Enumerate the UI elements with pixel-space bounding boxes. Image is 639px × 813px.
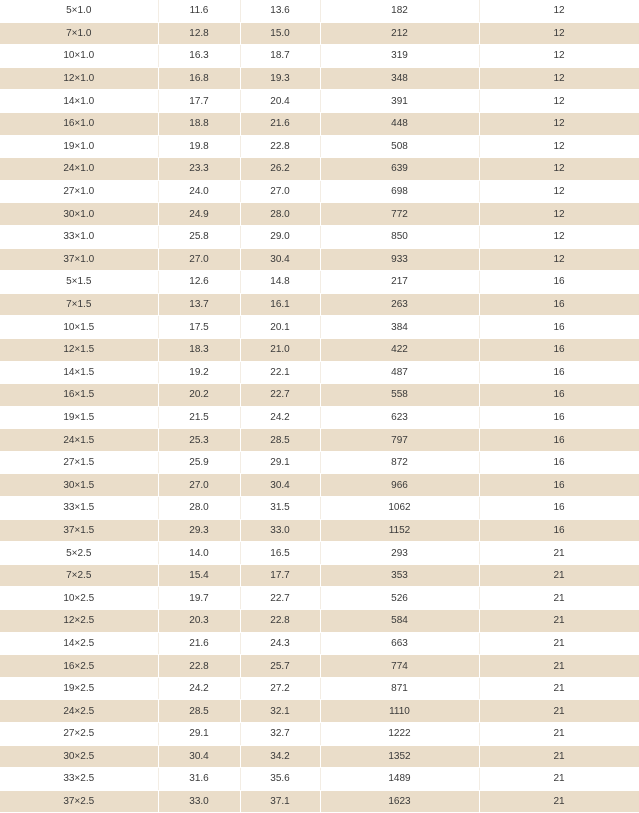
value-cell: 16 [479, 451, 639, 474]
weight-cell: 663 [320, 632, 479, 655]
diameter-max-cell: 19.3 [240, 67, 320, 90]
diameter-max-cell: 32.1 [240, 700, 320, 723]
weight-cell: 217 [320, 271, 479, 294]
diameter-max-cell: 20.4 [240, 90, 320, 113]
weight-cell: 871 [320, 677, 479, 700]
diameter-min-cell: 29.3 [158, 519, 240, 542]
weight-cell: 1110 [320, 700, 479, 723]
cores-size-cell: 14×2.5 [0, 632, 158, 655]
table-row [0, 338, 639, 361]
diameter-min-cell: 25.8 [158, 225, 240, 248]
cores-size-cell: 10×1.5 [0, 316, 158, 339]
diameter-max-cell: 35.6 [240, 768, 320, 791]
weight-cell: 353 [320, 564, 479, 587]
diameter-max-cell: 22.1 [240, 361, 320, 384]
cores-size-cell: 33×1.0 [0, 225, 158, 248]
diameter-min-cell: 17.5 [158, 316, 240, 339]
diameter-max-cell: 21.6 [240, 112, 320, 135]
diameter-max-cell: 26.2 [240, 158, 320, 181]
table-row [0, 700, 639, 723]
diameter-max-cell: 22.8 [240, 610, 320, 633]
cores-size-cell: 37×1.5 [0, 519, 158, 542]
value-cell: 21 [479, 564, 639, 587]
weight-cell: 348 [320, 67, 479, 90]
diameter-max-cell: 28.0 [240, 203, 320, 226]
value-cell: 12 [479, 180, 639, 203]
diameter-min-cell: 28.5 [158, 700, 240, 723]
cores-size-cell: 5×2.5 [0, 542, 158, 565]
value-cell: 16 [479, 361, 639, 384]
value-cell: 21 [479, 723, 639, 746]
diameter-max-cell: 30.4 [240, 248, 320, 271]
weight-cell: 933 [320, 248, 479, 271]
value-cell: 16 [479, 406, 639, 429]
table-row [0, 723, 639, 746]
weight-cell: 1352 [320, 745, 479, 768]
value-cell: 12 [479, 248, 639, 271]
diameter-max-cell: 27.2 [240, 677, 320, 700]
table-row [0, 225, 639, 248]
cores-size-cell: 14×1.0 [0, 90, 158, 113]
diameter-min-cell: 24.0 [158, 180, 240, 203]
diameter-min-cell: 13.7 [158, 293, 240, 316]
weight-cell: 623 [320, 406, 479, 429]
weight-cell: 526 [320, 587, 479, 610]
diameter-min-cell: 21.5 [158, 406, 240, 429]
table-row [0, 451, 639, 474]
table-row [0, 790, 639, 813]
weight-cell: 508 [320, 135, 479, 158]
cores-size-cell: 5×1.0 [0, 0, 158, 22]
value-cell: 21 [479, 768, 639, 791]
weight-cell: 293 [320, 542, 479, 565]
diameter-max-cell: 33.0 [240, 519, 320, 542]
cores-size-cell: 12×1.0 [0, 67, 158, 90]
cores-size-cell: 7×2.5 [0, 564, 158, 587]
value-cell: 21 [479, 610, 639, 633]
diameter-max-cell: 22.7 [240, 587, 320, 610]
diameter-max-cell: 37.1 [240, 790, 320, 813]
value-cell: 16 [479, 316, 639, 339]
cores-size-cell: 27×1.5 [0, 451, 158, 474]
value-cell: 16 [479, 519, 639, 542]
weight-cell: 774 [320, 655, 479, 678]
value-cell: 12 [479, 22, 639, 45]
cores-size-cell: 10×2.5 [0, 587, 158, 610]
diameter-max-cell: 34.2 [240, 745, 320, 768]
value-cell: 21 [479, 542, 639, 565]
weight-cell: 448 [320, 112, 479, 135]
table-row [0, 768, 639, 791]
cores-size-cell: 12×1.5 [0, 338, 158, 361]
diameter-min-cell: 19.2 [158, 361, 240, 384]
diameter-max-cell: 24.2 [240, 406, 320, 429]
diameter-min-cell: 25.9 [158, 451, 240, 474]
cores-size-cell: 27×2.5 [0, 723, 158, 746]
cores-size-cell: 19×2.5 [0, 677, 158, 700]
table-row [0, 587, 639, 610]
weight-cell: 263 [320, 293, 479, 316]
table-row [0, 316, 639, 339]
table-row [0, 745, 639, 768]
cores-size-cell: 19×1.0 [0, 135, 158, 158]
diameter-min-cell: 18.3 [158, 338, 240, 361]
diameter-min-cell: 18.8 [158, 112, 240, 135]
value-cell: 16 [479, 384, 639, 407]
cores-size-cell: 30×1.5 [0, 474, 158, 497]
table-row [0, 519, 639, 542]
value-cell: 12 [479, 158, 639, 181]
cores-size-cell: 19×1.5 [0, 406, 158, 429]
diameter-max-cell: 22.7 [240, 384, 320, 407]
table-row [0, 67, 639, 90]
table-row [0, 90, 639, 113]
cores-size-cell: 14×1.5 [0, 361, 158, 384]
cores-size-cell: 5×1.5 [0, 271, 158, 294]
weight-cell: 1489 [320, 768, 479, 791]
diameter-max-cell: 17.7 [240, 564, 320, 587]
table-row [0, 406, 639, 429]
weight-cell: 384 [320, 316, 479, 339]
table-row [0, 474, 639, 497]
diameter-max-cell: 20.1 [240, 316, 320, 339]
cores-size-cell: 7×1.5 [0, 293, 158, 316]
value-cell: 12 [479, 0, 639, 22]
cores-size-cell: 12×2.5 [0, 610, 158, 633]
table-row [0, 677, 639, 700]
weight-cell: 1062 [320, 497, 479, 520]
weight-cell: 797 [320, 429, 479, 452]
cores-size-cell: 33×2.5 [0, 768, 158, 791]
weight-cell: 584 [320, 610, 479, 633]
diameter-min-cell: 12.6 [158, 271, 240, 294]
table-row [0, 610, 639, 633]
diameter-max-cell: 27.0 [240, 180, 320, 203]
diameter-min-cell: 33.0 [158, 790, 240, 813]
value-cell: 16 [479, 271, 639, 294]
value-cell: 21 [479, 745, 639, 768]
table-row [0, 180, 639, 203]
diameter-max-cell: 29.1 [240, 451, 320, 474]
diameter-min-cell: 20.2 [158, 384, 240, 407]
table-row [0, 293, 639, 316]
weight-cell: 319 [320, 45, 479, 68]
diameter-max-cell: 16.5 [240, 542, 320, 565]
value-cell: 21 [479, 655, 639, 678]
table-row [0, 45, 639, 68]
value-cell: 12 [479, 203, 639, 226]
value-cell: 21 [479, 632, 639, 655]
cores-size-cell: 7×1.0 [0, 22, 158, 45]
weight-cell: 422 [320, 338, 479, 361]
weight-cell: 639 [320, 158, 479, 181]
diameter-max-cell: 22.8 [240, 135, 320, 158]
weight-cell: 850 [320, 225, 479, 248]
diameter-min-cell: 23.3 [158, 158, 240, 181]
diameter-min-cell: 20.3 [158, 610, 240, 633]
weight-cell: 872 [320, 451, 479, 474]
diameter-min-cell: 19.7 [158, 587, 240, 610]
cores-size-cell: 24×1.5 [0, 429, 158, 452]
table-row [0, 632, 639, 655]
value-cell: 16 [479, 474, 639, 497]
weight-cell: 1222 [320, 723, 479, 746]
value-cell: 21 [479, 700, 639, 723]
cores-size-cell: 24×1.0 [0, 158, 158, 181]
table-row [0, 384, 639, 407]
cores-size-cell: 37×1.0 [0, 248, 158, 271]
diameter-min-cell: 27.0 [158, 474, 240, 497]
diameter-min-cell: 24.2 [158, 677, 240, 700]
table-row [0, 203, 639, 226]
value-cell: 21 [479, 587, 639, 610]
table-row [0, 112, 639, 135]
cores-size-cell: 37×2.5 [0, 790, 158, 813]
value-cell: 16 [479, 429, 639, 452]
diameter-min-cell: 31.6 [158, 768, 240, 791]
diameter-max-cell: 32.7 [240, 723, 320, 746]
value-cell: 12 [479, 90, 639, 113]
table-row [0, 248, 639, 271]
diameter-max-cell: 13.6 [240, 0, 320, 22]
weight-cell: 487 [320, 361, 479, 384]
weight-cell: 212 [320, 22, 479, 45]
weight-cell: 698 [320, 180, 479, 203]
diameter-min-cell: 16.3 [158, 45, 240, 68]
cores-size-cell: 33×1.5 [0, 497, 158, 520]
table-row [0, 564, 639, 587]
diameter-max-cell: 24.3 [240, 632, 320, 655]
weight-cell: 772 [320, 203, 479, 226]
value-cell: 21 [479, 677, 639, 700]
table-row [0, 655, 639, 678]
cores-size-cell: 24×2.5 [0, 700, 158, 723]
diameter-max-cell: 14.8 [240, 271, 320, 294]
table-row [0, 429, 639, 452]
table-row [0, 497, 639, 520]
diameter-max-cell: 25.7 [240, 655, 320, 678]
table-row [0, 361, 639, 384]
value-cell: 16 [479, 497, 639, 520]
diameter-min-cell: 14.0 [158, 542, 240, 565]
weight-cell: 182 [320, 0, 479, 22]
diameter-min-cell: 17.7 [158, 90, 240, 113]
diameter-min-cell: 30.4 [158, 745, 240, 768]
value-cell: 16 [479, 338, 639, 361]
diameter-min-cell: 16.8 [158, 67, 240, 90]
table-row [0, 158, 639, 181]
table-row [0, 271, 639, 294]
value-cell: 21 [479, 790, 639, 813]
cores-size-cell: 16×1.5 [0, 384, 158, 407]
table-row [0, 22, 639, 45]
cores-size-cell: 10×1.0 [0, 45, 158, 68]
diameter-min-cell: 19.8 [158, 135, 240, 158]
table-row [0, 0, 639, 22]
value-cell: 12 [479, 225, 639, 248]
diameter-max-cell: 31.5 [240, 497, 320, 520]
weight-cell: 1623 [320, 790, 479, 813]
value-cell: 12 [479, 67, 639, 90]
diameter-max-cell: 21.0 [240, 338, 320, 361]
value-cell: 12 [479, 135, 639, 158]
cores-size-cell: 27×1.0 [0, 180, 158, 203]
value-cell: 12 [479, 112, 639, 135]
diameter-min-cell: 11.6 [158, 0, 240, 22]
diameter-min-cell: 21.6 [158, 632, 240, 655]
diameter-min-cell: 28.0 [158, 497, 240, 520]
diameter-max-cell: 28.5 [240, 429, 320, 452]
cores-size-cell: 30×2.5 [0, 745, 158, 768]
diameter-max-cell: 30.4 [240, 474, 320, 497]
cores-size-cell: 30×1.0 [0, 203, 158, 226]
diameter-min-cell: 29.1 [158, 723, 240, 746]
diameter-max-cell: 16.1 [240, 293, 320, 316]
diameter-max-cell: 18.7 [240, 45, 320, 68]
value-cell: 16 [479, 293, 639, 316]
table-row [0, 542, 639, 565]
weight-cell: 966 [320, 474, 479, 497]
diameter-min-cell: 25.3 [158, 429, 240, 452]
diameter-min-cell: 22.8 [158, 655, 240, 678]
diameter-min-cell: 15.4 [158, 564, 240, 587]
table-row [0, 135, 639, 158]
diameter-min-cell: 27.0 [158, 248, 240, 271]
diameter-max-cell: 29.0 [240, 225, 320, 248]
weight-cell: 558 [320, 384, 479, 407]
cores-size-cell: 16×2.5 [0, 655, 158, 678]
diameter-min-cell: 24.9 [158, 203, 240, 226]
diameter-min-cell: 12.8 [158, 22, 240, 45]
weight-cell: 1152 [320, 519, 479, 542]
weight-cell: 391 [320, 90, 479, 113]
value-cell: 12 [479, 45, 639, 68]
cores-size-cell: 16×1.0 [0, 112, 158, 135]
diameter-max-cell: 15.0 [240, 22, 320, 45]
